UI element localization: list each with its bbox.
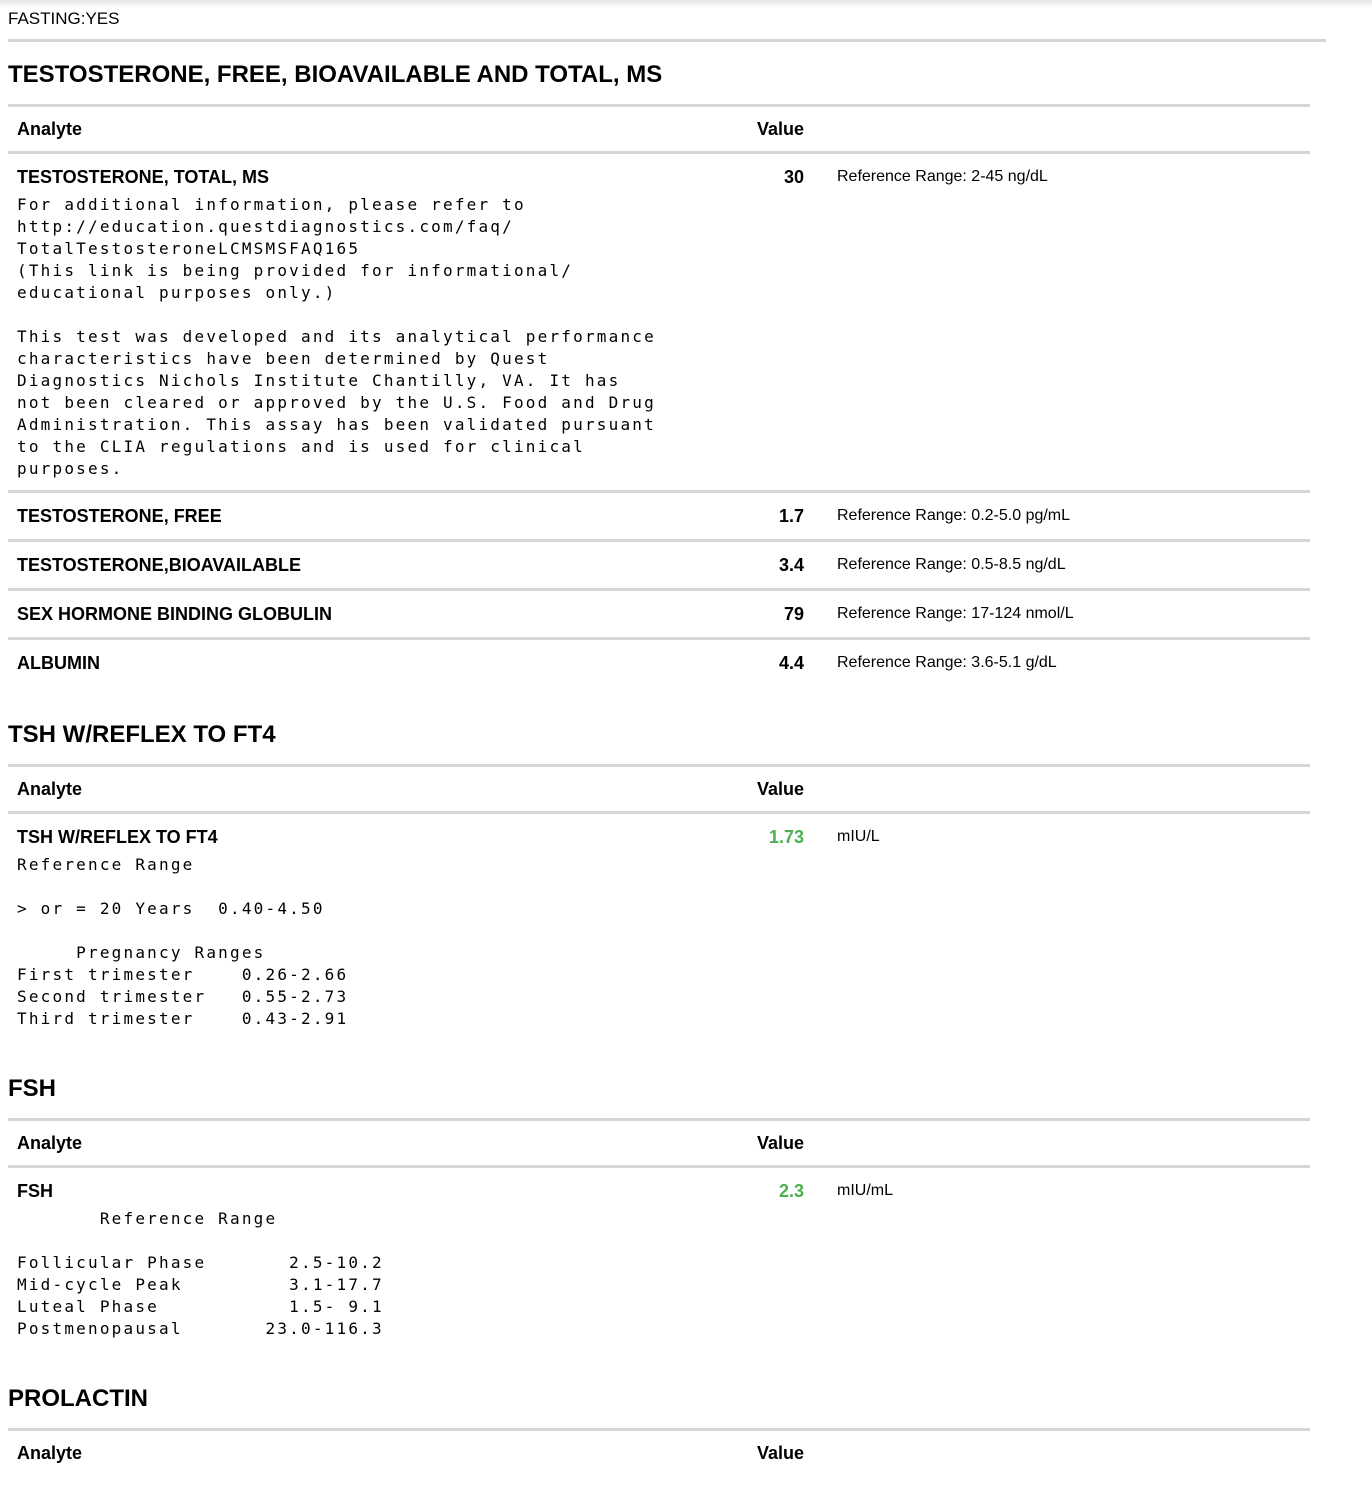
reference-range: Reference Range: 17-124 nmol/L [837, 605, 1074, 622]
result-line [8, 166, 1310, 192]
result-section [8, 1074, 1310, 1350]
result-row [8, 493, 1310, 539]
results-sections [8, 60, 1310, 1509]
value-header: Value [756, 779, 804, 799]
result-note: For additional information, please refer to http://education.questdiagnostics.com/faq/ TotalTestosteroneLCMSMSFAQ165 (This link is being provided for informational/ educational purposes only.) This test was developed and its analytical performance characteristics have been determined by Quest Diagnostics Nichols Institute Chantilly, VA. It has not been cleared or approved by the U.S. Food and Drug Administration. This assay has been validated pursuant to the CLIA regulations and is used for clinical purposes. [17, 195, 656, 478]
analyte-header: Analyte [17, 119, 83, 139]
section-title: PROLACTIN [8, 1385, 148, 1412]
result-row [8, 640, 1310, 686]
analyte-name: ALBUMIN [17, 653, 100, 673]
result-value: 2.3 [778, 1181, 804, 1201]
result-value: 3.4 [778, 555, 804, 575]
result-row [8, 542, 1310, 588]
analyte-name: TESTOSTERONE, FREE [17, 506, 222, 526]
result-line [8, 505, 1310, 531]
reference-range: Reference Range: 0.2-5.0 pg/mL [837, 507, 1071, 524]
table-header [8, 1431, 1310, 1475]
analyte-name: FSH [17, 1181, 53, 1201]
result-value: 1.7 [778, 506, 804, 526]
analyte-header: Analyte [17, 1443, 83, 1463]
section-title: FSH [8, 1075, 56, 1102]
analyte-name: SEX HORMONE BINDING GLOBULIN [17, 604, 333, 624]
result-value: 30 [783, 167, 804, 187]
value-header: Value [756, 1133, 804, 1153]
result-note: Reference Range Follicular Phase 2.5-10.2 Mid-cycle Peak 3.1-17.7 Luteal Phase 1.5- 9.1 Postmenopausal 23.0-116.3 [17, 1209, 384, 1338]
result-line [8, 652, 1310, 678]
analyte-header: Analyte [17, 779, 83, 799]
reference-range: Reference Range: 2-45 ng/dL [837, 168, 1048, 185]
table-header [8, 107, 1310, 151]
section-title: TESTOSTERONE, FREE, BIOAVAILABLE AND TOTAL, MS [8, 61, 663, 88]
top-shadow [0, 0, 1372, 8]
reference-range: mIU/L [837, 828, 880, 845]
result-row [8, 591, 1310, 637]
table-header [8, 1121, 1310, 1165]
result-note: Reference Range > or = 20 Years 0.40-4.50 Pregnancy Ranges First trimester 0.26-2.66 Second trimester 0.55-2.73 Third trimester 0.43-2.91 [17, 855, 349, 1028]
result-value: 79 [783, 604, 804, 624]
result-section [8, 720, 1310, 1040]
reference-range: Reference Range: 3.6-5.1 g/dL [837, 654, 1057, 671]
analyte-name: TESTOSTERONE,BIOAVAILABLE [17, 555, 302, 575]
result-line [8, 1180, 1310, 1206]
result-value: 4.4 [778, 653, 804, 673]
result-section [8, 60, 1310, 686]
result-line [8, 826, 1310, 852]
divider [8, 39, 1326, 42]
value-header: Value [756, 1443, 804, 1463]
reference-range: Reference Range: 0.5-8.5 ng/dL [837, 556, 1066, 573]
result-row [8, 154, 1310, 490]
result-section [8, 1384, 1310, 1475]
analyte-name: TESTOSTERONE, TOTAL, MS [17, 167, 270, 187]
result-row [8, 814, 1310, 1040]
result-row [8, 1168, 1310, 1350]
result-line [8, 554, 1310, 580]
result-value: 1.73 [768, 827, 804, 847]
analyte-name: TSH W/REFLEX TO FT4 [17, 827, 218, 847]
reference-range: mIU/mL [837, 1182, 893, 1199]
value-header: Value [756, 119, 804, 139]
fasting-status: FASTING:YES [8, 9, 120, 28]
section-title: TSH W/REFLEX TO FT4 [8, 721, 276, 748]
analyte-header: Analyte [17, 1133, 83, 1153]
table-header [8, 767, 1310, 811]
result-line [8, 603, 1310, 629]
